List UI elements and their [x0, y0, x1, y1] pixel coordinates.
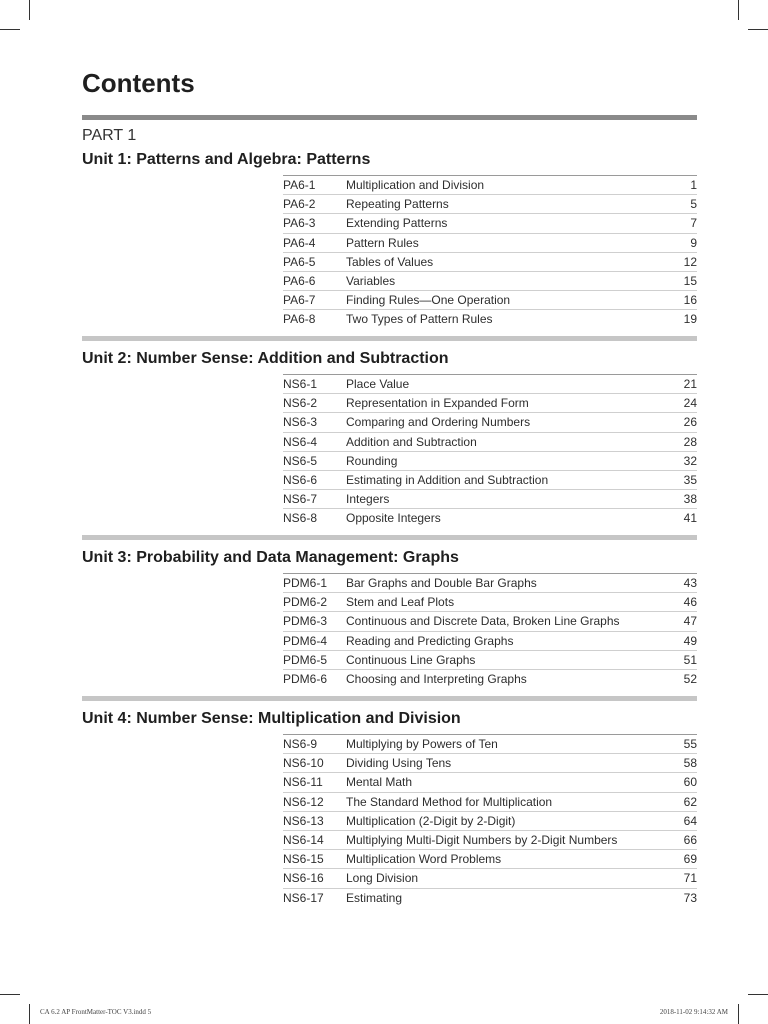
lesson-row: [283, 869, 697, 888]
lesson-row: [283, 831, 697, 850]
lesson-list: [283, 175, 697, 330]
lesson-page: 24: [683, 396, 697, 411]
lesson-name: Opposite Integers: [346, 511, 441, 526]
lesson-name: Stem and Leaf Plots: [346, 595, 455, 610]
lesson-row: [283, 754, 697, 773]
lesson-name: Continuous Line Graphs: [346, 652, 476, 667]
lesson-page: 55: [683, 737, 697, 751]
lesson-code: NS6-17: [283, 890, 324, 905]
page-title: Contents: [82, 68, 195, 98]
lesson-name: Repeating Patterns: [346, 197, 449, 212]
lesson-row: [283, 850, 697, 869]
lesson-name: Continuous and Discrete Data, Broken Line Graphs: [346, 614, 620, 629]
lesson-row: [283, 651, 697, 670]
lesson-name: Comparing and Ordering Numbers: [346, 415, 531, 430]
crop-mark: [748, 29, 768, 30]
lesson-name: Place Value: [346, 377, 410, 391]
lesson-name: Two Types of Pattern Rules: [346, 312, 493, 327]
lesson-page: 38: [683, 492, 697, 507]
lesson-row: [283, 670, 697, 689]
lesson-page: 32: [683, 453, 697, 468]
lesson-code: PA6-5: [283, 254, 316, 269]
lesson-code: NS6-14: [283, 832, 324, 847]
lesson-row: [283, 310, 697, 329]
lesson-page: 21: [683, 377, 697, 391]
crop-mark: [29, 0, 30, 20]
lesson-code: NS6-1: [283, 377, 318, 391]
lesson-name: Extending Patterns: [346, 216, 448, 231]
lesson-name: Rounding: [346, 453, 398, 468]
lesson-code: NS6-12: [283, 794, 324, 809]
lesson-page: 71: [683, 871, 697, 886]
lesson-row: [283, 735, 697, 754]
lesson-page: 1: [690, 178, 697, 192]
lesson-page: 66: [683, 832, 697, 847]
lesson-code: NS6-4: [283, 434, 318, 449]
lesson-code: NS6-7: [283, 492, 318, 507]
unit-section: [82, 146, 697, 330]
lesson-code: NS6-3: [283, 415, 318, 430]
lesson-name: Multiplication (2-Digit by 2-Digit): [346, 813, 516, 828]
lesson-row: [283, 793, 697, 812]
lesson-page: 73: [683, 890, 697, 905]
part-label: PART 1: [82, 127, 137, 144]
lesson-name: Pattern Rules: [346, 235, 419, 250]
lesson-name: Multiplying by Powers of Ten: [346, 737, 498, 751]
lesson-row: [283, 452, 697, 471]
lesson-row: [283, 490, 697, 509]
lesson-row: [283, 375, 697, 394]
lesson-name: Multiplication Word Problems: [346, 852, 502, 867]
lesson-page: 69: [683, 852, 697, 867]
lesson-name: Multiplying Multi-Digit Numbers by 2-Digit Numbers: [346, 832, 618, 847]
crop-mark: [748, 994, 768, 995]
lesson-name: Representation in Expanded Form: [346, 396, 529, 411]
crop-mark: [29, 1004, 30, 1024]
lesson-row: [283, 773, 697, 792]
lesson-code: NS6-2: [283, 396, 318, 411]
lesson-name: Addition and Subtraction: [346, 434, 477, 449]
lesson-code: NS6-16: [283, 871, 324, 886]
lesson-name: Integers: [346, 492, 390, 507]
lesson-name: Reading and Predicting Graphs: [346, 633, 514, 648]
lesson-name: Variables: [346, 273, 396, 288]
lesson-page: 62: [683, 794, 697, 809]
lesson-page: 51: [683, 652, 697, 667]
lesson-row: [283, 612, 697, 631]
lesson-row: [283, 812, 697, 831]
lesson-code: PDM6-3: [283, 614, 328, 629]
lesson-row: [283, 195, 697, 214]
lesson-name: Long Division: [346, 871, 419, 886]
lesson-code: PDM6-5: [283, 652, 328, 667]
lesson-name: Multiplication and Division: [346, 178, 485, 192]
lesson-row: [283, 291, 697, 310]
unit-divider: [82, 535, 697, 540]
lesson-name: Estimating: [346, 890, 403, 905]
lesson-list: [283, 734, 697, 908]
lesson-code: NS6-11: [283, 775, 323, 790]
lesson-row: [283, 253, 697, 272]
lesson-name: Dividing Using Tens: [346, 756, 452, 771]
lesson-page: 64: [683, 813, 697, 828]
unit-divider: [82, 336, 697, 341]
title-divider: [82, 115, 697, 120]
lesson-name: The Standard Method for Multiplication: [346, 794, 553, 809]
lesson-page: 19: [683, 312, 697, 327]
lesson-row: [283, 413, 697, 432]
lesson-page: 35: [683, 472, 697, 487]
lesson-row: [283, 574, 697, 593]
lesson-name: Bar Graphs and Double Bar Graphs: [346, 576, 537, 590]
lesson-page: 7: [690, 216, 697, 231]
lesson-name: Finding Rules—One Operation: [346, 293, 511, 308]
lesson-code: NS6-13: [283, 813, 324, 828]
lesson-code: NS6-8: [283, 511, 318, 526]
lesson-name: Choosing and Interpreting Graphs: [346, 671, 527, 686]
lesson-row: [283, 214, 697, 233]
lesson-page: 43: [683, 576, 697, 590]
lesson-code: NS6-6: [283, 472, 318, 487]
lesson-row: [283, 234, 697, 253]
unit-heading: Unit 4: Number Sense: Multiplication and Division: [82, 710, 461, 727]
unit-heading: Unit 2: Number Sense: Addition and Subtraction: [82, 350, 449, 367]
lesson-code: PA6-6: [283, 273, 316, 288]
lesson-page: 15: [683, 273, 697, 288]
lesson-code: PA6-7: [283, 293, 316, 308]
lesson-code: PA6-2: [283, 197, 316, 212]
lesson-list: [283, 573, 697, 689]
lesson-page: 52: [683, 671, 697, 686]
lesson-row: [283, 889, 697, 908]
lesson-page: 26: [683, 415, 697, 430]
lesson-page: 28: [683, 434, 697, 449]
unit-heading: Unit 3: Probability and Data Management: Graphs: [82, 549, 459, 566]
crop-mark: [0, 994, 20, 995]
lesson-list: [283, 374, 697, 529]
unit-divider: [82, 696, 697, 701]
lesson-page: 12: [683, 254, 697, 269]
lesson-code: PDM6-2: [283, 595, 328, 610]
lesson-row: [283, 394, 697, 413]
lesson-row: [283, 433, 697, 452]
crop-mark: [0, 29, 20, 30]
lesson-page: 5: [690, 197, 697, 212]
lesson-page: 60: [683, 775, 697, 790]
lesson-code: PA6-1: [283, 178, 316, 192]
lesson-name: Estimating in Addition and Subtraction: [346, 472, 549, 487]
lesson-code: NS6-15: [283, 852, 324, 867]
lesson-page: 41: [683, 511, 697, 526]
unit-section: [82, 535, 697, 689]
lesson-page: 58: [683, 756, 697, 771]
lesson-code: PA6-4: [283, 235, 316, 250]
lesson-row: [283, 593, 697, 612]
lesson-code: PA6-3: [283, 216, 316, 231]
lesson-name: Mental Math: [346, 775, 413, 790]
lesson-code: PDM6-6: [283, 671, 328, 686]
footer-file-label: CA 6.2 AP FrontMatter-TOC V3.indd 5: [40, 1008, 152, 1016]
lesson-row: [283, 272, 697, 291]
lesson-code: NS6-10: [283, 756, 324, 771]
lesson-page: 49: [683, 633, 697, 648]
lesson-code: NS6-9: [283, 737, 318, 751]
unit-section: [82, 336, 697, 529]
lesson-name: Tables of Values: [346, 254, 434, 269]
lesson-page: 46: [683, 595, 697, 610]
lesson-code: PDM6-1: [283, 576, 328, 590]
lesson-code: PDM6-4: [283, 633, 328, 648]
lesson-row: [283, 176, 697, 195]
crop-mark: [738, 1004, 739, 1024]
crop-mark: [738, 0, 739, 20]
lesson-page: 16: [683, 293, 697, 308]
lesson-code: NS6-5: [283, 453, 318, 468]
lesson-page: 9: [690, 235, 697, 250]
lesson-page: 47: [683, 614, 697, 629]
lesson-row: [283, 632, 697, 651]
lesson-code: PA6-8: [283, 312, 316, 327]
lesson-row: [283, 509, 697, 528]
lesson-row: [283, 471, 697, 490]
unit-heading: Unit 1: Patterns and Algebra: Patterns: [82, 151, 371, 168]
footer-timestamp: 2018-11-02 9:14:32 AM: [659, 1008, 728, 1016]
unit-section: [82, 696, 697, 908]
